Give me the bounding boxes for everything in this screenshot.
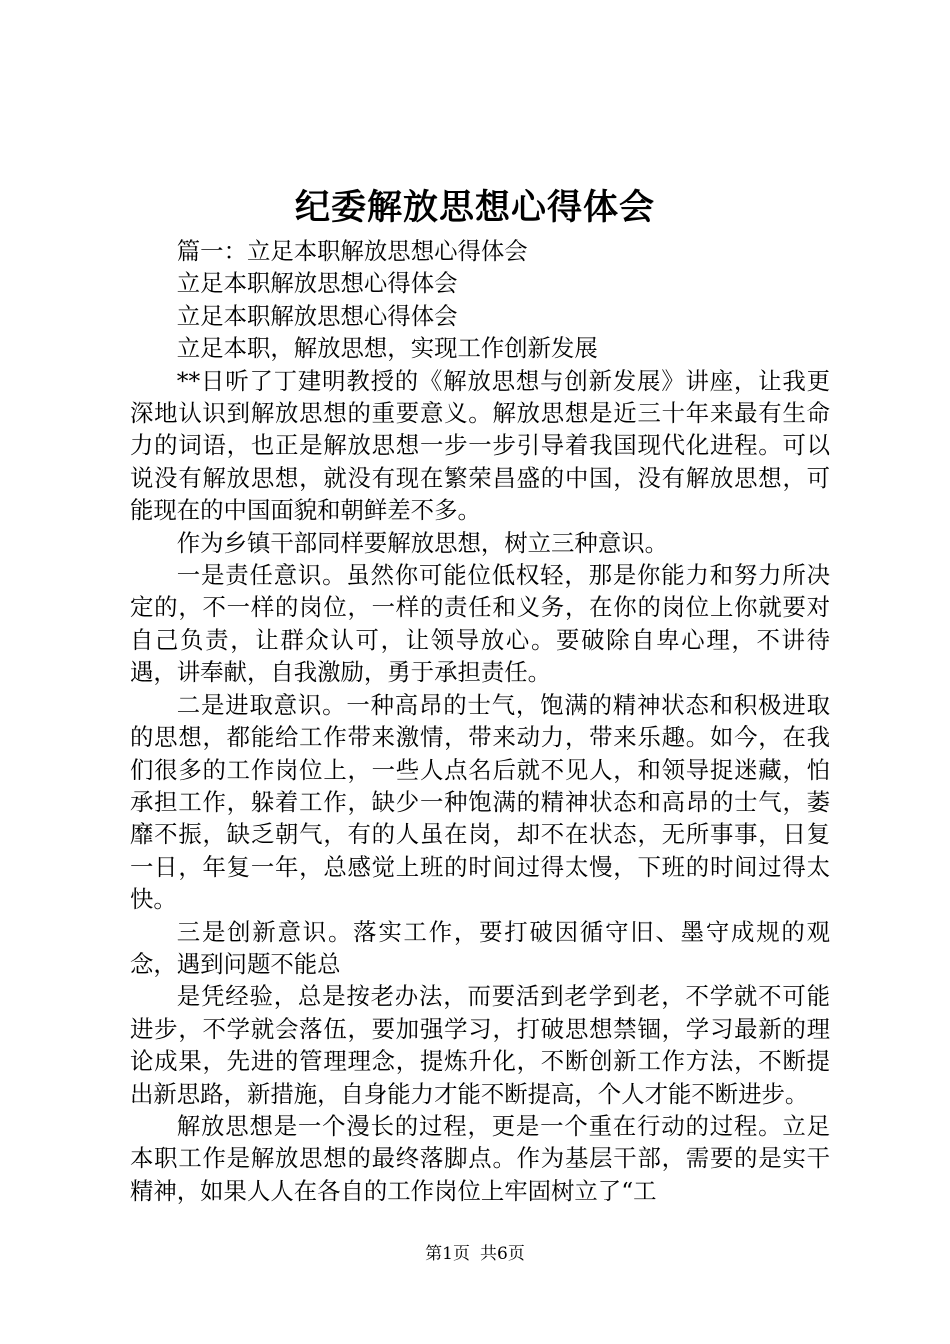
paragraph-4: 立足本职，解放思想，实现工作创新发展 bbox=[176, 334, 598, 363]
paragraph-2: 立足本职解放思想心得体会 bbox=[176, 269, 458, 298]
paragraph-3: 立足本职解放思想心得体会 bbox=[176, 301, 458, 330]
page-footer bbox=[0, 1242, 950, 1266]
page-number: 第1页 bbox=[425, 1244, 470, 1264]
paragraph-10: 是凭经验，总是按老办法，而要活到老学到老，不学就不可能进步，不学就会落伍，要加强学习，打破思想禁锢，学习最新的理论成果，先进的管理理念，提炼升化，不断创新工作方法，不断提出新思路，新措施，自身能力才能不断提高，个人才能不断进步。 bbox=[130, 982, 830, 1108]
paragraph-11: 解放思想是一个漫长的过程，更是一个重在行动的过程。立足本职工作是解放思想的最终落脚点。作为基层干部，需要的是实干精神，如果人人在各自的工作岗位上牢固树立了“工 bbox=[130, 1111, 830, 1205]
document-body bbox=[130, 235, 830, 1207]
paragraph-8: 二是进取意识。一种高昂的士气，饱满的精神状态和积极进取的思想，都能给工作带来激情，带来动力，带来乐趣。如今，在我们很多的工作岗位上，一些人点名后就不见人，和领导捉迷藏，怕承担工作，躲着工作，缺少一种饱满的精神状态和高昂的士气，萎靡不振，缺乏朝气，有的人虽在岗，却不在状态，无所事事，日复一日，年复一年，总感觉上班的时间过得太慢，下班的时间过得太快。 bbox=[130, 690, 830, 914]
paragraph-7: 一是责任意识。虽然你可能位低权轻，那是你能力和努力所决定的，不一样的岗位，一样的责任和义务，在你的岗位上你就要对自己负责，让群众认可，让领导放心。要破除自卑心理，不讲待遇，讲奉献，自我激励，勇于承担责任。 bbox=[130, 561, 830, 687]
document-title: 纪委解放思想心得体会 bbox=[294, 187, 655, 228]
paragraph-6: 作为乡镇干部同样要解放思想，树立三种意识。 bbox=[176, 528, 668, 557]
paragraph-1: 篇一：立足本职解放思想心得体会 bbox=[176, 237, 528, 265]
paragraph-5: **日听了丁建明教授的《解放思想与创新发展》讲座，让我更深地认识到解放思想的重要意义。解放思想是近三十年来最有生命力的词语，也正是解放思想一步一步引导着我国现代化进程。可以说没有解放思想，就没有现在繁荣昌盛的中国，没有解放思想，可能现在的中国面貌和朝鲜差不多。 bbox=[130, 366, 830, 525]
paragraph-9: 三是创新意识。落实工作，要打破因循守旧、墨守成规的观念，遇到问题不能总 bbox=[130, 917, 830, 978]
page-total: 共6页 bbox=[480, 1244, 525, 1264]
